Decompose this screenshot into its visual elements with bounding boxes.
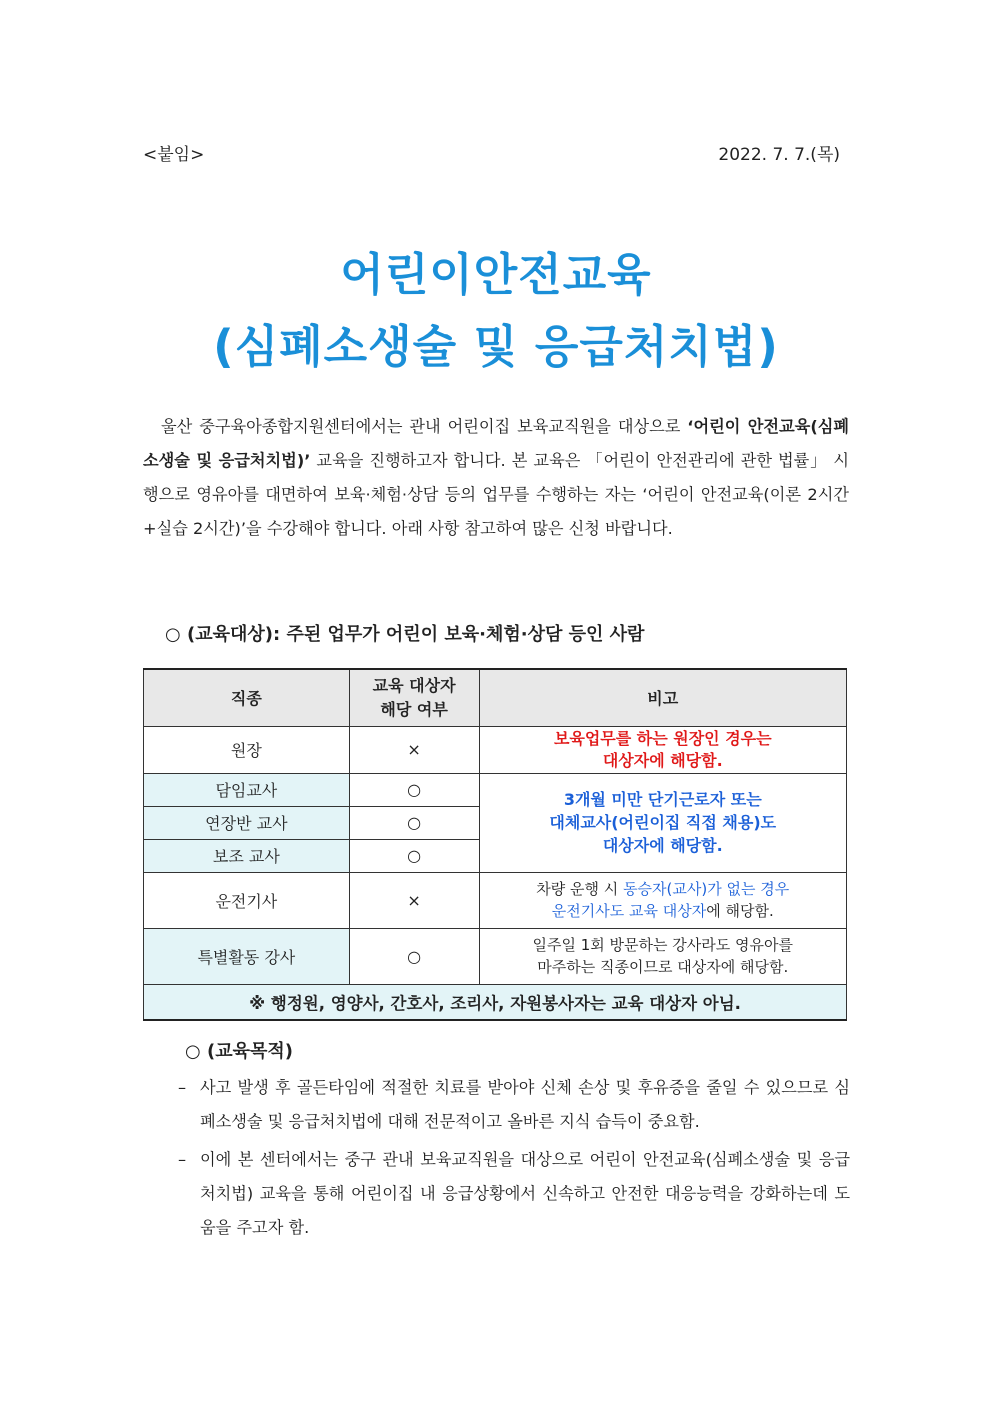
header-eligible-line2: 해당 여부 bbox=[380, 699, 448, 719]
teacher-note-line2: 대체교사(어린이집 직접 채용)도 bbox=[549, 813, 777, 832]
dash-marker: – bbox=[178, 1150, 187, 1169]
driver-note-b: 동승자(교사)가 없는 경우 bbox=[623, 880, 790, 898]
note-line2: 대상자에 해당함. bbox=[602, 750, 723, 770]
driver-note-d: 에 해당함. bbox=[706, 902, 774, 920]
job-cell: 운전기사 bbox=[144, 872, 350, 928]
header-note: 비고 bbox=[479, 669, 846, 726]
teacher-note-cell bbox=[479, 773, 846, 872]
instructor-note-line2: 마주하는 직종이므로 대상자에 해당함. bbox=[537, 958, 789, 976]
purpose-text: 사고 발생 후 골든타임에 적절한 치료를 받아야 신체 손상 및 후유증을 줄일 수 있으므로 심폐소생술 및 응급처치법에 대해 전문적이고 올바른 지식 습득이 중요함. bbox=[200, 1078, 850, 1131]
target-heading: ○ (교육대상): 주된 업무가 어린이 보육·체험·상담 등인 사람 bbox=[165, 624, 645, 645]
mark-cell: ○ bbox=[349, 928, 479, 984]
table-row bbox=[144, 872, 847, 928]
teacher-note-line3: 대상자에 해당함. bbox=[602, 836, 723, 855]
header-job: 직종 bbox=[144, 669, 350, 726]
teacher-note-line1: 3개월 미만 단기근로자 또는 bbox=[563, 790, 762, 809]
intro-text-1: 울산 중구육아종합지원센터에서는 관내 어린이집 보육교직원을 대상으로 bbox=[161, 417, 688, 436]
dash-marker: – bbox=[178, 1078, 187, 1097]
mark-cell: ○ bbox=[349, 806, 479, 839]
intro-paragraph bbox=[143, 410, 849, 546]
mark-cell: × bbox=[349, 726, 479, 773]
job-cell: 특별활동 강사 bbox=[144, 928, 350, 984]
mark-cell: ○ bbox=[349, 773, 479, 806]
table-row bbox=[144, 928, 847, 984]
mark-cell: × bbox=[349, 872, 479, 928]
note-line1: 보육업무를 하는 원장인 경우는 bbox=[553, 728, 772, 748]
attachment-label: <붙임> bbox=[143, 145, 205, 165]
table-footer-row bbox=[144, 984, 847, 1020]
table-footer-note: ※ 행정원, 영양사, 간호사, 조리사, 자원봉사자는 교육 대상자 아님. bbox=[144, 984, 847, 1020]
target-table bbox=[143, 668, 847, 1021]
table-row bbox=[144, 773, 847, 806]
job-cell: 연장반 교사 bbox=[144, 806, 350, 839]
driver-note-a: 차량 운행 시 bbox=[536, 880, 624, 898]
driver-note-cell bbox=[479, 872, 846, 928]
note-cell bbox=[479, 726, 846, 773]
job-cell: 보조 교사 bbox=[144, 839, 350, 872]
document-date: 2022. 7. 7.(목) bbox=[718, 145, 840, 165]
page-subtitle: (심폐소생술 및 응급처치법) bbox=[213, 320, 779, 373]
driver-note-c: 운전기사도 교육 대상자 bbox=[551, 902, 707, 920]
header-eligible-line1: 교육 대상자 bbox=[372, 675, 456, 695]
mark-cell: ○ bbox=[349, 839, 479, 872]
intro-bold-title: ‘어린이 안전교육(심폐소생술 및 응급처치법)’ bbox=[143, 417, 849, 470]
purpose-item bbox=[178, 1071, 850, 1139]
job-cell: 담임교사 bbox=[144, 773, 350, 806]
intro-text-2: 교육을 진행하고자 합니다. 본 교육은 「어린이 안전관리에 관한 법률」 시행으로 영유아를 대면하여 보육·체험·상담 등의 업무를 수행하는 자는 ‘어린이 안전교육(이론 2시간+실습 2시간)’을 수강해야 합니다. 아래 사항 참고하여 많은 신청 바랍니다. bbox=[143, 451, 849, 538]
purpose-item bbox=[178, 1143, 850, 1245]
instructor-note-line1: 일주일 1회 방문하는 강사라도 영유아를 bbox=[532, 936, 793, 954]
page-title: 어린이안전교육 bbox=[340, 248, 652, 301]
purpose-text: 이에 본 센터에서는 중구 관내 보육교직원을 대상으로 어린이 안전교육(심폐소생술 및 응급처치법) 교육을 통해 어린이집 내 응급상황에서 신속하고 안전한 대응능력을 강화하는데 도움을 주고자 함. bbox=[200, 1150, 850, 1237]
table-row bbox=[144, 726, 847, 773]
job-cell: 원장 bbox=[144, 726, 350, 773]
header-eligible bbox=[349, 669, 479, 726]
instructor-note-cell bbox=[479, 928, 846, 984]
purpose-heading: ○ (교육목적) bbox=[185, 1041, 293, 1062]
